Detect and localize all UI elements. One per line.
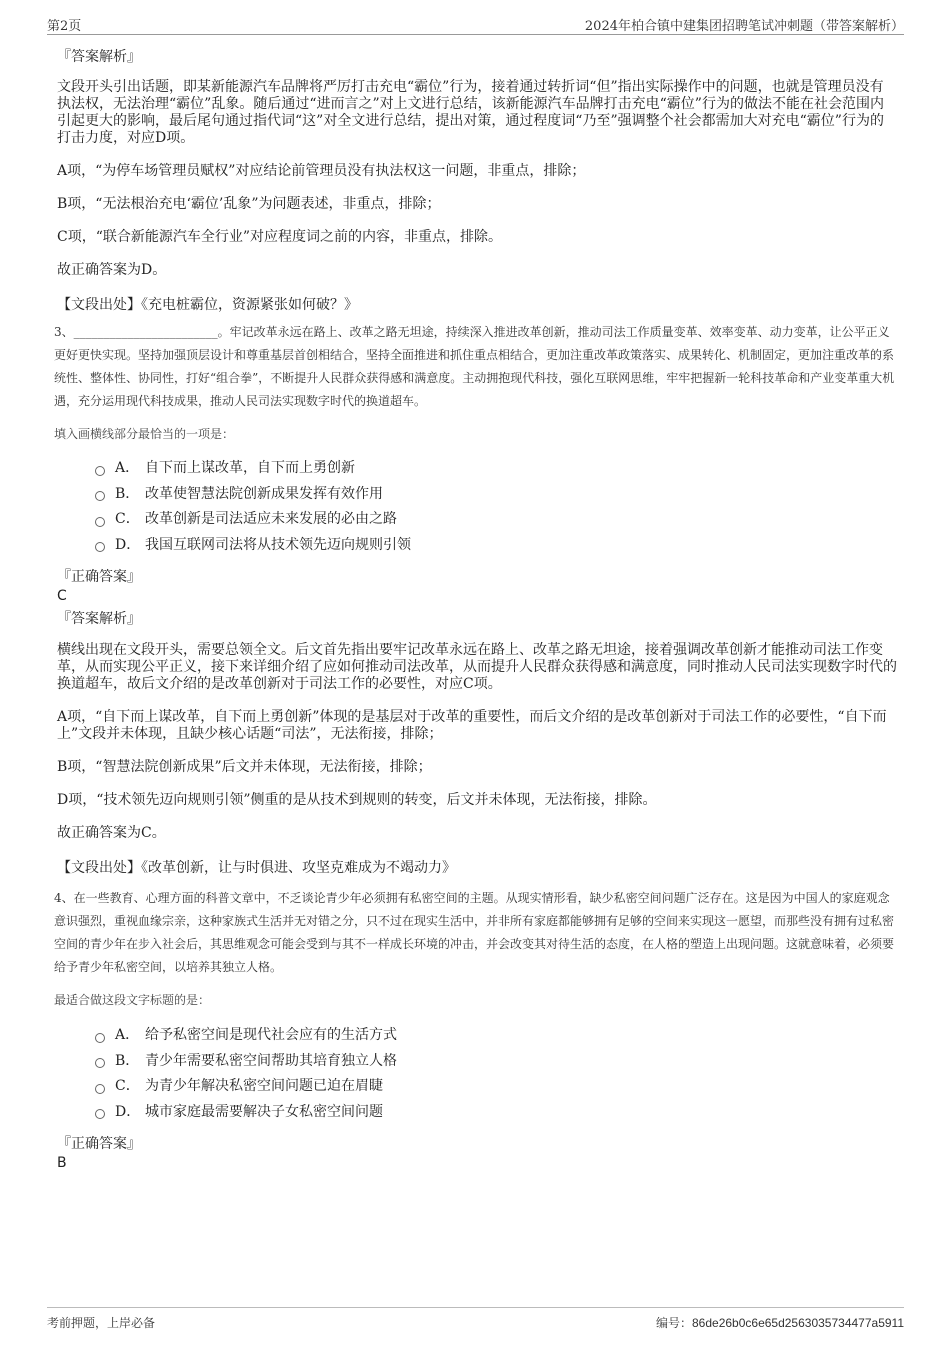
question-4-options (57, 1023, 897, 1125)
radio-icon[interactable] (95, 517, 105, 527)
radio-icon[interactable] (95, 1033, 105, 1043)
radio-icon[interactable] (95, 491, 105, 501)
analysis-line: C项，“联合新能源汽车全行业”对应程度词之前的内容，非重点，排除。 (57, 229, 503, 245)
page-footer (47, 1307, 904, 1332)
option-c[interactable]: C． 为青少年解决私密空间问题已迫在眉睫 (95, 1074, 897, 1100)
question-prompt: 填入画横线部分最恰当的一项是： (54, 427, 235, 441)
fill-blank: ________________________ (73, 325, 218, 339)
footer-slogan: 考前押题，上岸必备 (47, 1316, 156, 1330)
analysis-tag: 『答案解析』 (57, 49, 141, 65)
correct-answer: B (57, 1155, 67, 1171)
analysis-line: B项，“无法根治充电‘霸位’乱象”为问题表述，非重点，排除； (57, 196, 441, 212)
correct-answer: C (57, 588, 67, 604)
analysis-line: A项，“自下而上谋改革，自下而上勇创新”体现的是基层对于改革的重要性，而后文介绍的是改革创新对于司法工作的必要性，“自下而上”文段并未体现，且缺少核心话题“司法”，无法衔接，排除； (57, 709, 887, 742)
option-d[interactable]: D． 城市家庭最需要解决子女私密空间问题 (95, 1100, 897, 1126)
radio-icon[interactable] (95, 466, 105, 476)
analysis-paragraph: 文段开头引出话题，即某新能源汽车品牌将严厉打击充电“霸位”行为，接着通过转折词“但”指出实际操作中的问题，也就是管理员没有执法权，无法治理“霸位”乱象。随后通过“进而言之”对上文进行总结，该新能源汽车品牌打击充电“霸位”行为的做法不能在社会范围内引起更大的影响，最后尾句通过指代词“这”对全文进行总结，提出对策，通过程度词“乃至”强调整个社会都需加大对充电“霸位”行为的打击力度，对应D项。 (57, 79, 884, 146)
page-header (47, 14, 904, 35)
question-4-text: 4、在一些教育、心理方面的科普文章中，不乏谈论青少年必须拥有私密空间的主题。从现实情形看，缺少私密空间问题广泛存在。这是因为中国人的家庭观念意识强烈，重视血缘宗亲，这种家族式生活并无对错之分，只不过在现实生活中，并非所有家庭都能够拥有足够的空间来实现这一愿望，而那些没有拥有过私密空间的青少年在步入社会后，其思维观念可能会受到与其不一样成长环境的冲击，并会改变其对待生活的态度，在人格的塑造上出现问题。这就意味着，必须要给予青少年私密空间，以培养其独立人格。 (54, 891, 895, 974)
page-number: 第2页 (47, 19, 82, 34)
document-title: 2024年柏合镇中建集团招聘笔试冲刺题（带答案解析） (584, 19, 904, 34)
source-citation: 【文段出处】《改革创新，让与时俱进、攻坚克难成为不竭动力》 (57, 860, 456, 876)
option-b[interactable]: B． 改革使智慧法院创新成果发挥有效作用 (95, 482, 897, 508)
option-d[interactable]: D． 我国互联网司法将从技术领先迈向规则引领 (95, 533, 897, 559)
final-answer-line: 故正确答案为C。 (57, 825, 166, 841)
radio-icon[interactable] (95, 1109, 105, 1119)
radio-icon[interactable] (95, 542, 105, 552)
question-prompt: 最适合做这段文字标题的是： (54, 993, 211, 1007)
analysis-tag: 『答案解析』 (57, 611, 141, 627)
source-citation: 【文段出处】《充电桩霸位，资源紧张如何破？》 (57, 297, 358, 313)
analysis-line: D项，“技术领先迈向规则引领”侧重的是从技术到规则的转变，后文并未体现，无法衔接，排除。 (57, 792, 657, 808)
radio-icon[interactable] (95, 1058, 105, 1068)
option-a[interactable]: A． 给予私密空间是现代社会应有的生活方式 (95, 1023, 897, 1049)
correct-answer-tag: 『正确答案』 (57, 1136, 141, 1152)
analysis-paragraph: 横线出现在文段开头，需要总领全文。后文首先指出要牢记改革永远在路上、改革之路无坦途，接着强调改革创新才能推动司法工作变革，从而实现公平正义，接下来详细介绍了应如何推动司法改革，从而提升人民群众获得感和满意度，同时推动人民司法实现数字时代的换道超车，故后文介绍的是改革创新对于司法工作的必要性，对应C项。 (57, 642, 897, 692)
document-body (54, 46, 897, 1171)
correct-answer-tag: 『正确答案』 (57, 569, 141, 585)
analysis-line: B项，“智慧法院创新成果”后文并未体现，无法衔接，排除； (57, 759, 432, 775)
option-a[interactable]: A． 自下而上谋改革，自下而上勇创新 (95, 456, 897, 482)
question-3-options (57, 456, 897, 558)
document-code: 编号：86de26b0c6e65d2563035734477a5911 (655, 1316, 904, 1330)
question-number: 3、 (54, 325, 74, 339)
option-b[interactable]: B． 青少年需要私密空间帮助其培育独立人格 (95, 1049, 897, 1075)
radio-icon[interactable] (95, 1084, 105, 1094)
analysis-line: A项，“为停车场管理员赋权”对应结论前管理员没有执法权这一问题，非重点，排除； (57, 163, 586, 179)
option-c[interactable]: C． 改革创新是司法适应未来发展的必由之路 (95, 507, 897, 533)
question-3-text: 3、________________________。牢记改革永远在路上、改革之路无坦途，持续深入推进改革创新，推动司法工作质量变革、效率变革、动力变革，让公平正义更好更快实现。坚持加强顶层设计和尊重基层首创相结合，坚持全面推进和抓住重点相结合，更加注重改革政策落实、成果转化、机制固定，更加注重改革的系统性、整体性、协同性，打好“组合拳”，不断提升人民群众获得感和满意度。主动拥抱现代科技，强化互联网思维，牢牢把握新一轮科技革命和产业变革重大机遇，充分运用现代科技成果，推动人民司法实现数字时代的换道超车。 (54, 325, 895, 408)
final-answer-line: 故正确答案为D。 (57, 262, 167, 278)
